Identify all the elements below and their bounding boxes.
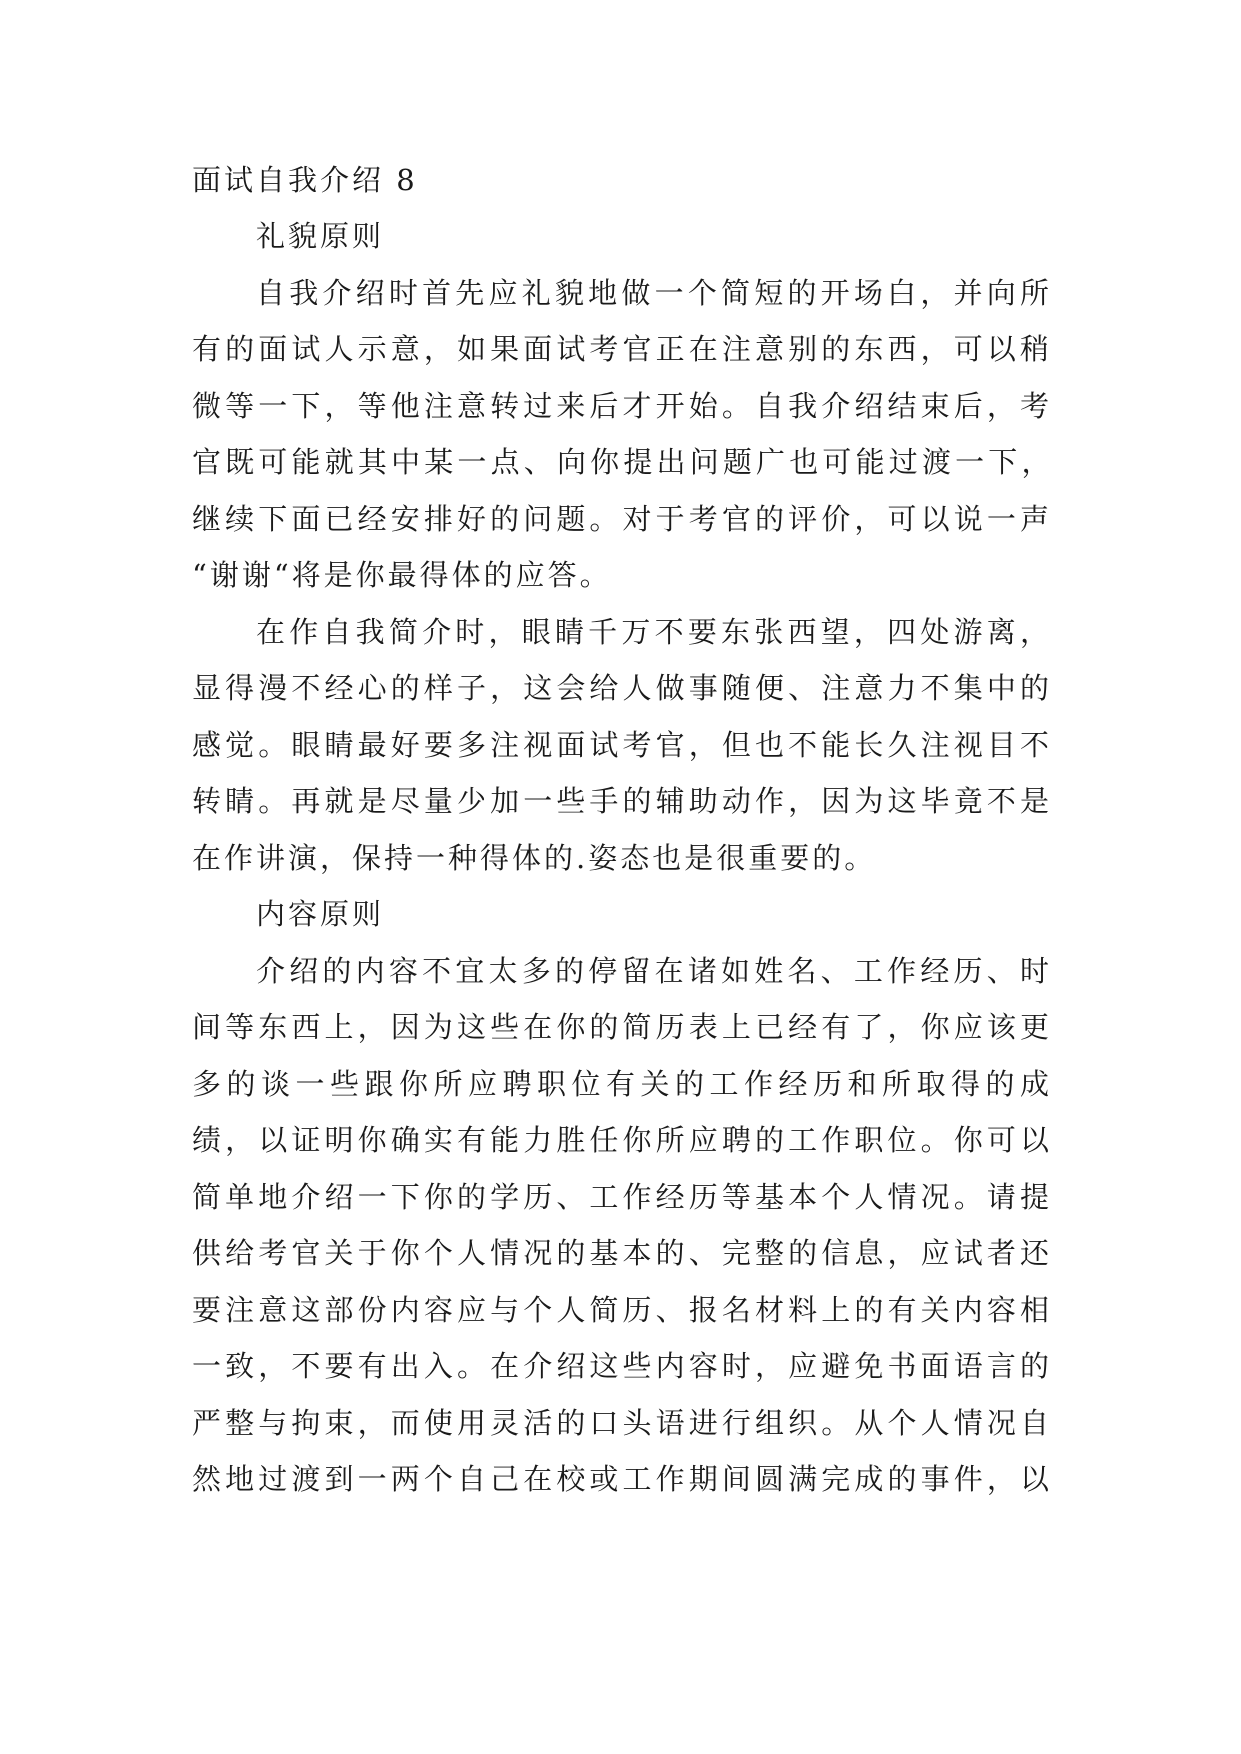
section-heading-content: 内容原则 bbox=[256, 897, 385, 931]
paragraph-line: 微等一下，等他注意转过来后才开始。自我介绍结束后，考 bbox=[192, 388, 1052, 423]
paragraph-line: 绩，以证明你确实有能力胜任你所应聘的工作职位。你可以 bbox=[192, 1123, 1052, 1157]
document-body bbox=[192, 160, 1052, 1508]
paragraph-line: 继续下面已经安排好的问题。对于考官的评价，可以说一声 bbox=[192, 501, 1052, 536]
paragraph-line: 间等东西上，因为这些在你的简历表上已经有了，你应该更 bbox=[192, 1010, 1052, 1044]
paragraph-line: 在作讲演，保持一种得体的.姿态也是很重要的。 bbox=[192, 840, 877, 875]
paragraph-line: 多的谈一些跟你所应聘职位有关的工作经历和所取得的成 bbox=[192, 1066, 1052, 1101]
paragraph-line: 简单地介绍一下你的学历、工作经历等基本个人情况。请提 bbox=[192, 1179, 1052, 1214]
paragraph-line: 然地过渡到一两个自己在校或工作期间圆满完成的事件，以 bbox=[192, 1462, 1052, 1496]
paragraph-line: 介绍的内容不宜太多的停留在诸如姓名、工作经历、时 bbox=[256, 953, 1052, 988]
paragraph-line: 供给考官关于你个人情况的基本的、完整的信息，应试者还 bbox=[192, 1236, 1052, 1270]
paragraph-line: 显得漫不经心的样子，这会给人做事随便、注意力不集中的 bbox=[192, 671, 1052, 705]
document-title: 面试自我介绍 8 bbox=[192, 163, 418, 197]
paragraph-line: 官既可能就其中某一点、向你提出问题广也可能过渡一下， bbox=[192, 445, 1052, 479]
paragraph-line: 转睛。再就是尽量少加一些手的辅助动作，因为这毕竟不是 bbox=[192, 784, 1052, 818]
paragraph-line: 自我介绍时首先应礼貌地做一个简短的开场白，并向所 bbox=[256, 275, 1052, 310]
paragraph-line: 一致，不要有出入。在介绍这些内容时，应避免书面语言的 bbox=[192, 1349, 1052, 1383]
paragraph-line: 在作自我简介时，眼睛千万不要东张西望，四处游离， bbox=[256, 614, 1052, 649]
paragraph-line: 要注意这部份内容应与个人简历、报名材料上的有关内容相 bbox=[192, 1292, 1052, 1327]
paragraph-line: “谢谢“将是你最得体的应答。 bbox=[192, 558, 612, 592]
section-heading-courtesy: 礼貌原则 bbox=[256, 219, 385, 253]
paragraph-line: 有的面试人示意，如果面试考官正在注意别的东西，可以稍 bbox=[192, 332, 1052, 366]
paragraph-line: 感觉。眼睛最好要多注视面试考官，但也不能长久注视目不 bbox=[192, 727, 1052, 762]
paragraph-line: 严整与拘束，而使用灵活的口头语进行组织。从个人情况自 bbox=[192, 1405, 1052, 1440]
